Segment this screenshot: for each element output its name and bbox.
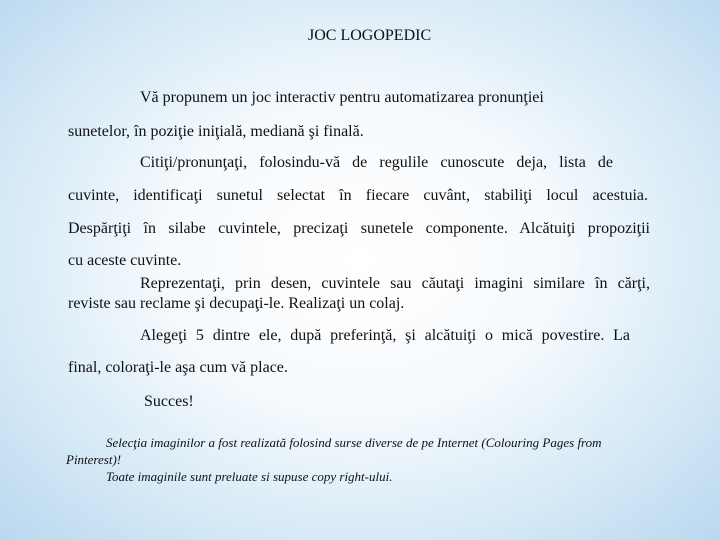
paragraph-line: Despărţiţi în silabe cuvintele, precizaţi sunetele componente. Alcătuiţi propoziţii bbox=[68, 220, 650, 237]
paragraph-line: Citiţi/pronunţaţi, folosindu-vă de regulile cunoscute deja, lista de bbox=[140, 154, 613, 171]
paragraph-line: Alegeţi 5 dintre ele, după preferinţă, şi alcătuiţi o mică povestire. La bbox=[140, 327, 630, 344]
source-note-line: Selecţia imaginilor a fost realizată folosind surse diverse de pe Internet (Colouring Pages from bbox=[106, 435, 602, 450]
paragraph-line: sunetelor, în poziţie iniţială, mediană şi finală. bbox=[68, 123, 364, 140]
paragraph-line: cuvinte, identificaţi sunetul selectat în fiecare cuvânt, stabiliţi locul acestuia. bbox=[68, 187, 648, 204]
paragraph-line: final, coloraţi-le aşa cum vă place. bbox=[68, 359, 288, 376]
closing-text: Succes! bbox=[144, 393, 194, 410]
page-title: JOC LOGOPEDIC bbox=[308, 27, 432, 44]
paragraph-line: cu aceste cuvinte. bbox=[68, 252, 182, 269]
source-note-line: Toate imaginile sunt preluate si supuse copy right-ului. bbox=[106, 469, 393, 484]
source-note-line: Pinterest)! bbox=[66, 452, 122, 467]
paragraph-line: Reprezentaţi, prin desen, cuvintele sau căutaţi imagini similare în cărţi, bbox=[140, 275, 650, 292]
paragraph-line: Vă propunem un joc interactiv pentru automatizarea pronunţiei bbox=[140, 89, 544, 106]
paragraph-line: reviste sau reclame şi decupaţi-le. Realizaţi un colaj. bbox=[68, 295, 405, 312]
